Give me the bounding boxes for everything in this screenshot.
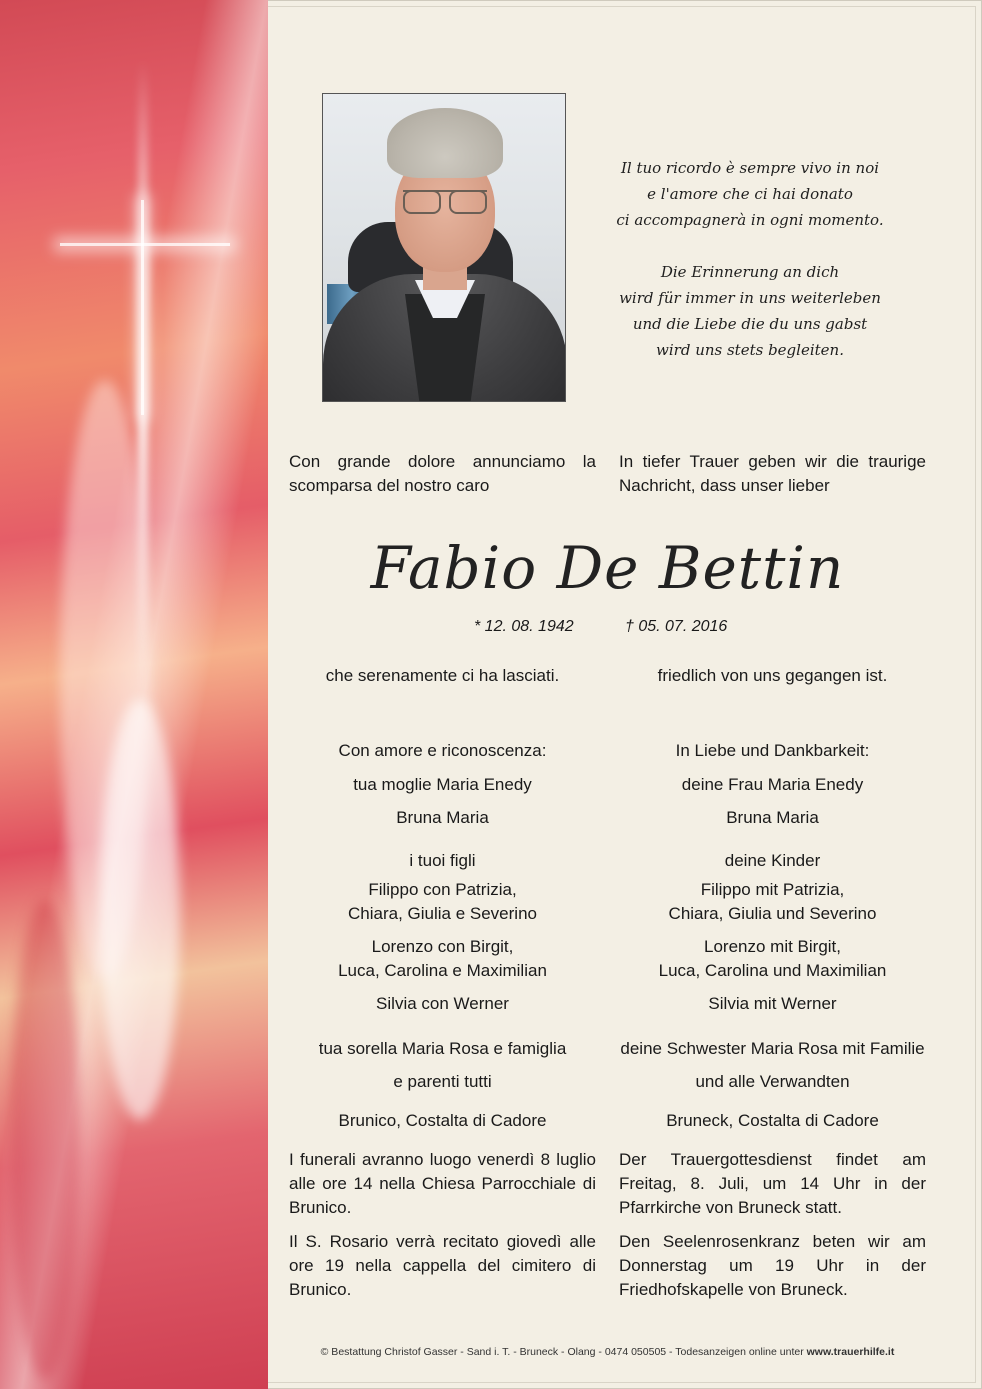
child1-line2-italian: Chiara, Giulia e Severino [348,904,537,923]
mourners-heading-german: In Liebe und Dankbarkeit: [675,741,870,760]
decorative-art-panel [0,0,268,1389]
relatives-german: und alle Verwandten [695,1072,850,1091]
poem-german [590,259,910,363]
children-heading-german: deine Kinder [724,851,821,870]
art-dark-streak [10,900,80,1380]
poem-line: wird für immer in uns weiterleben [619,289,881,307]
child1-line1-italian: Filippo con Patrizia, [368,880,517,899]
children-heading-italian: i tuoi figli [409,851,476,870]
mourners-heading-italian: Con amore e riconoscenza: [338,741,547,760]
mourner-wife2-italian: Bruna Maria [396,808,489,827]
funeral-info-italian: I funerali avranno luogo venerdì 8 luglio alle ore 14 nella Chiesa Parrocchiale di Brunico. [289,1150,596,1217]
cross-icon [141,200,144,415]
sister-italian: tua sorella Maria Rosa e famiglia [318,1039,567,1058]
art-light-streak-lower [100,700,180,1120]
passing-italian: che serenamente ci ha lasciati. [325,666,560,685]
poem-line: e l'amore che ci hai donato [647,185,853,203]
funeral-info-german: Der Trauergottesdienst findet am Freitag, 8. Juli, um 14 Uhr in der Pfarrkirche von Bruneck statt. [619,1150,926,1217]
intro-italian: Con grande dolore annunciamo la scomparsa del nostro caro [289,452,596,495]
intro-german: In tiefer Trauer geben wir die traurige Nachricht, dass unser lieber [619,452,926,495]
child1-line2-german: Chiara, Giulia und Severino [668,904,877,923]
mourner-wife2-german: Bruna Maria [726,808,819,827]
child2-line1-german: Lorenzo mit Birgit, [704,937,841,956]
relatives-italian: e parenti tutti [393,1072,492,1091]
places-german: Bruneck, Costalta di Cadore [666,1111,879,1130]
poem-line: Il tuo ricordo è sempre vivo in noi [620,159,880,177]
rosary-info-german: Den Seelenrosenkranz beten wir am Donnerstag um 19 Uhr in der Friedhofskapelle von Bruneck. [619,1232,926,1299]
poem-italian [590,155,910,233]
child3-italian: Silvia con Werner [376,994,509,1013]
child1-line1-german: Filippo mit Patrizia, [700,880,845,899]
poem-line: wird uns stets begleiten. [656,341,844,359]
sister-german: deine Schwester Maria Rosa mit Familie [620,1039,925,1058]
passing-german: friedlich von uns gegangen ist. [657,666,888,685]
memorial-poem [590,155,910,363]
portrait-photo [322,93,566,402]
poem-line: und die Liebe die du uns gabst [632,315,868,333]
mourner-wife-italian: tua moglie Maria Enedy [353,775,532,794]
cross-icon-bar [60,243,230,246]
mourner-wife-german: deine Frau Maria Enedy [681,775,864,794]
child2-line2-german: Luca, Carolina und Maximilian [658,961,887,980]
child2-line2-italian: Luca, Carolina e Maximilian [338,961,547,980]
photo-hair [387,108,503,178]
places-italian: Brunico, Costalta di Cadore [338,1111,547,1130]
poem-line: ci accompagnerà in ogni momento. [616,211,884,229]
poem-line: Die Erinnerung an dich [660,263,840,281]
photo-glasses [403,190,487,214]
deceased-name: Fabio De Bettin [370,534,845,602]
footer-text: © Bestattung Christof Gasser - Sand i. T. - Bruneck - Olang - 0474 050505 - Todesanzeigen online unter [320,1346,807,1358]
death-date: † 05. 07. 2016 [625,618,728,635]
child3-german: Silvia mit Werner [708,994,837,1013]
rosary-info-italian: Il S. Rosario verrà recitato giovedì alle ore 19 nella cappella del cimitero di Brunico. [289,1232,596,1299]
footer-link[interactable]: www.trauerhilfe.it [806,1346,895,1358]
birth-date: * 12. 08. 1942 [474,618,574,635]
child2-line1-italian: Lorenzo con Birgit, [371,937,514,956]
footer [289,1344,926,1360]
